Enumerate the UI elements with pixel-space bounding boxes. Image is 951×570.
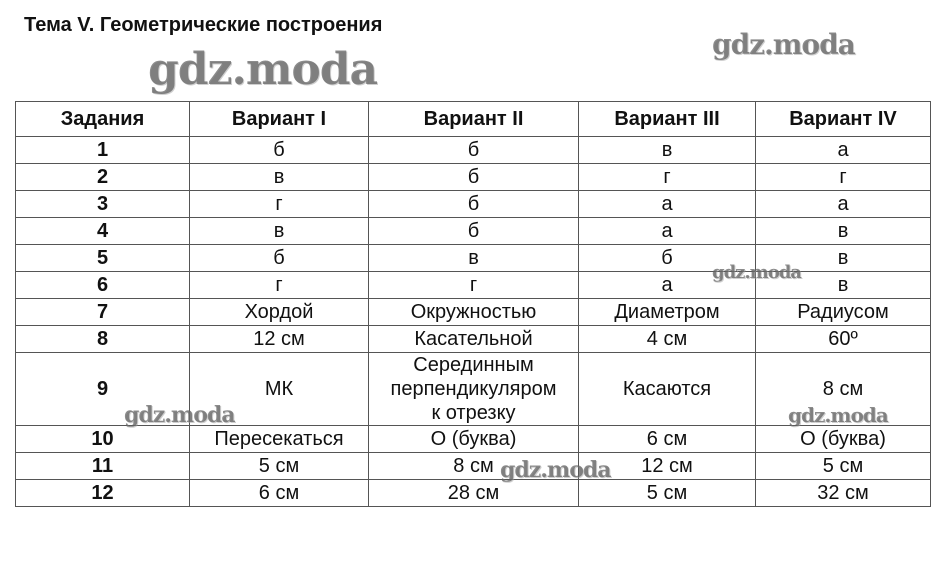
table-row [16,480,931,507]
table-row [16,245,931,272]
answer-cell: г [756,164,931,191]
answer-cell: 5 см [756,453,931,480]
header-tasks: Задания [16,102,190,137]
answer-cell: г [190,272,369,299]
answer-cell: г [190,191,369,218]
answer-cell: б [579,245,756,272]
watermark: gdz.moda [124,402,235,428]
page-title: Тема V. Геометрические построения [24,14,383,36]
header-variant-2: Вариант II [369,102,579,137]
answer-cell-multiline [369,353,579,426]
task-number: 10 [16,426,190,453]
answer-cell: г [579,164,756,191]
task-number: 6 [16,272,190,299]
answer-cell: б [369,191,579,218]
table-row [16,218,931,245]
answer-cell: в [756,272,931,299]
answer-cell: 5 см [190,453,369,480]
answer-cell: 8 см [756,353,931,426]
watermark: gdz.moda [148,44,378,95]
answer-cell: 12 см [190,326,369,353]
answer-cell: 32 см [756,480,931,507]
answer-cell: а [756,137,931,164]
answer-cell: в [190,164,369,191]
task-number: 9 [16,353,190,426]
answer-line: Серединным [413,354,534,376]
task-number: 2 [16,164,190,191]
header-variant-1: Вариант I [190,102,369,137]
table-row [16,191,931,218]
answer-cell: б [369,137,579,164]
answer-cell: Хордой [190,299,369,326]
answer-cell: а [756,191,931,218]
answer-cell: 8 см [369,453,579,480]
answer-cell: О (буква) [369,426,579,453]
table-row [16,453,931,480]
table-row [16,272,931,299]
answer-cell: 12 см [579,453,756,480]
watermark: gdz.moda [788,403,888,427]
answer-cell: Окружностью [369,299,579,326]
answers-table [15,101,931,507]
answer-cell: 28 см [369,480,579,507]
answer-cell: О (буква) [756,426,931,453]
answer-cell: б [190,137,369,164]
task-number: 1 [16,137,190,164]
answer-cell: б [369,164,579,191]
answer-cell: г [369,272,579,299]
answer-cell: 4 см [579,326,756,353]
table-row [16,137,931,164]
task-number: 3 [16,191,190,218]
task-number: 4 [16,218,190,245]
answer-cell: в [756,218,931,245]
header-variant-3: Вариант III [579,102,756,137]
answer-cell: 60º [756,326,931,353]
answer-cell: б [190,245,369,272]
answer-cell: Диаметром [579,299,756,326]
task-number: 12 [16,480,190,507]
answer-cell: б [369,218,579,245]
table-row [16,164,931,191]
task-number: 5 [16,245,190,272]
answer-cell: Радиусом [756,299,931,326]
table-header-row [16,102,931,137]
table-row [16,426,931,453]
answer-cell: а [579,191,756,218]
table-row [16,353,931,426]
watermark: gdz.moda [712,262,801,283]
answer-cell: Пересекаться [190,426,369,453]
answer-cell: в [190,218,369,245]
answer-cell: а [579,272,756,299]
answer-cell: 6 см [579,426,756,453]
task-number: 7 [16,299,190,326]
task-number: 11 [16,453,190,480]
watermark: gdz.moda [712,28,855,61]
answer-cell: МК [190,353,369,426]
answer-cell: в [579,137,756,164]
answer-cell: Касаются [579,353,756,426]
answer-cell: 5 см [579,480,756,507]
answer-cell: 6 см [190,480,369,507]
watermark: gdz.moda [500,457,611,483]
answer-cell: в [369,245,579,272]
answer-cell: в [756,245,931,272]
answer-line: перпендикуляром [390,378,557,400]
table-row [16,326,931,353]
answer-line: к отрезку [431,402,516,424]
table-row [16,299,931,326]
answer-cell: а [579,218,756,245]
header-variant-4: Вариант IV [756,102,931,137]
task-number: 8 [16,326,190,353]
answer-cell: Касательной [369,326,579,353]
